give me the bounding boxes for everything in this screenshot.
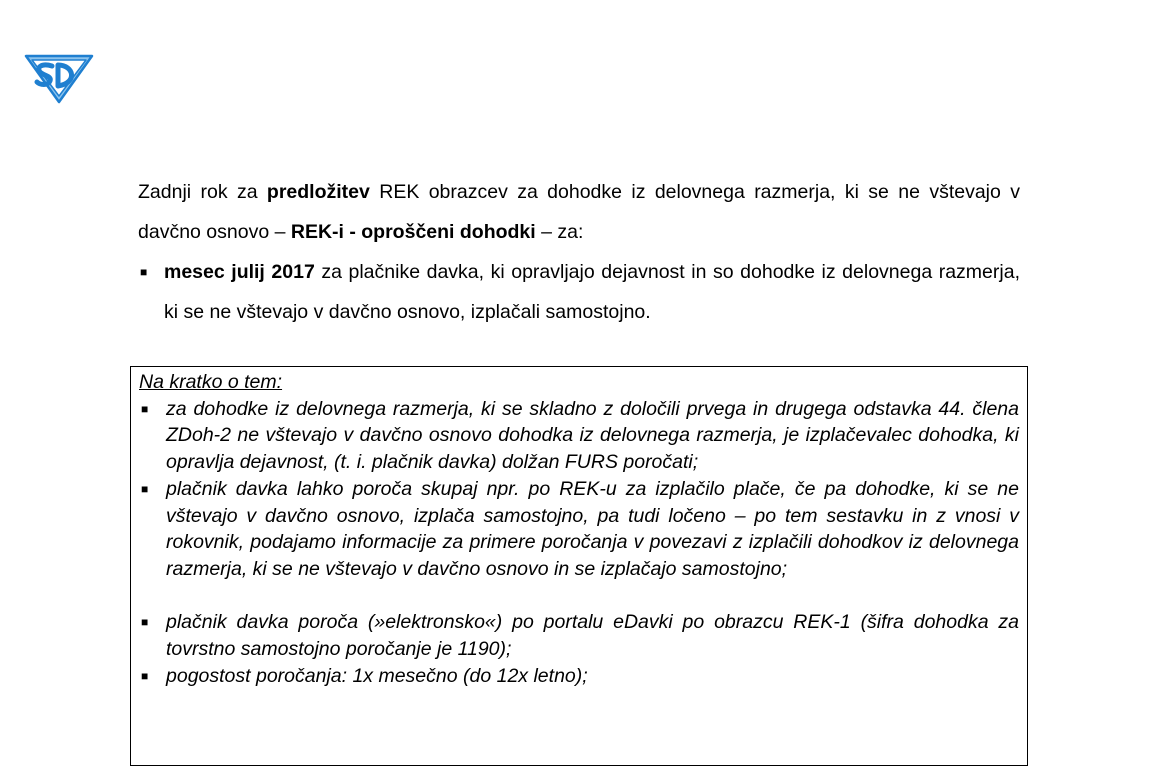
intro-paragraph: Zadnji rok za predložitev REK obrazcev za dohodke iz delovnega razmerja, ki se ne vštevajo v davčno osnovo – REK-i - oproščeni dohodki – za: [138, 181, 1020, 243]
intro-bullet: ■ mesec julij 2017 za plačnike davka, ki opravljajo dejavnost in so dohodke iz delovnega razmerja, ki se ne vštevajo v davčno osnovo, izplačali samostojno. [138, 252, 1020, 332]
sd-logo [22, 50, 96, 104]
square-bullet-icon: ■ [141, 401, 149, 416]
list-item: ■ plačnik davka lahko poroča skupaj npr. po REK-u za izplačilo plače, če pa dohodke, ki se ne vštevajo v davčno osnovo, izplača samostojno, pa tudi ločeno – po tem sestavku in z vnosi v rokovnik, podajamo informacije za primere poročanja v povezavi z izplačili dohodkov iz delovnega razmerja, ki se ne vštevajo v davčno osnovo in se izplačajo samostojno; [141, 477, 1019, 580]
square-bullet-icon: ■ [141, 668, 149, 683]
square-bullet-icon: ■ [141, 481, 149, 496]
list-item: ■ plačnik davka poroča (»elektronsko«) po portalu eDavki po obrazcu REK-1 (šifra dohodka za tovrstno samostojno poročanje je 1190); [141, 611, 1019, 661]
intro-text [138, 172, 1020, 332]
summary-list [139, 396, 1019, 690]
summary-box-title: Na kratko o tem: [139, 371, 283, 393]
list-item: ■ pogostost poročanja: 1x mesečno (do 12x letno); [139, 663, 1019, 690]
square-bullet-icon: ■ [141, 615, 149, 630]
square-bullet-icon: ■ [140, 265, 148, 279]
summary-box [130, 366, 1028, 766]
list-item: ■ za dohodke iz delovnega razmerja, ki se skladno z določili prvega in drugega odstavka 44. člena ZDoh-2 ne vštevajo v davčno osnovo dohodka iz delovnega razmerja, je izplačevalec dohodka, ki opravlja dejavnost, (t. i. plačnik davka) dolžan FURS poročati; [141, 397, 1019, 474]
